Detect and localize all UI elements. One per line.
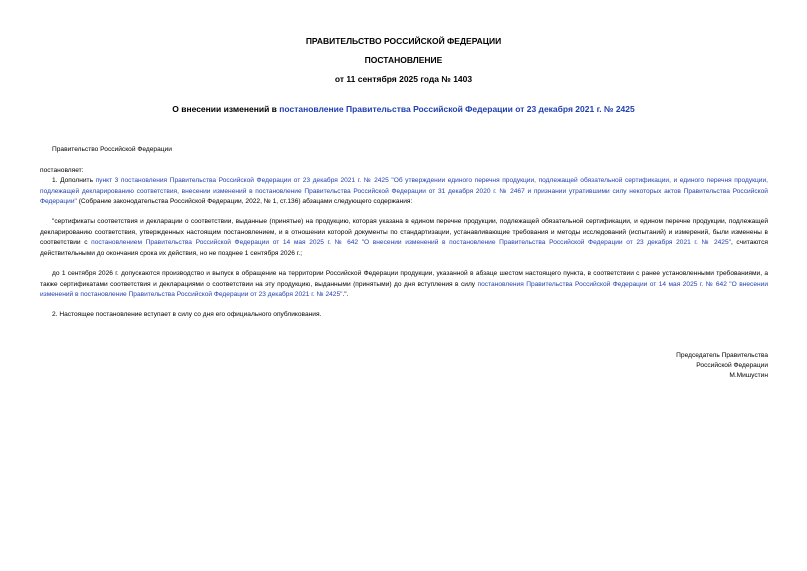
date-number-heading: от 11 сентября 2025 года № 1403 (334, 74, 473, 84)
decrees-text: постановляет: (40, 167, 84, 174)
issuer-text: Правительство Российской Федерации (52, 146, 172, 153)
signature-title-2: Российской Федерации (696, 362, 768, 369)
paragraph-1 (40, 176, 768, 208)
document-title (0, 104, 807, 115)
paragraph-1-link[interactable]: пункт 3 постановления Правительства Российской Федерации от 23 декабря 2021 г. № 2425 "Об утверждении единого перечня продукции, подлежащей обязательной сертификации, и единого перечня продукции, подлежащей декларированию соответствия, внесении изменений в постановление Правительства Российской Федерации от 31 декабря 2020 г. № 2467 и признании утратившими силу некоторых актов Правительства Российской Федерации" (40, 177, 769, 205)
paragraph-2-text-start: "сертификаты соответствия и декларации о соответствии, выданные (принятые) на продукцию, которая указана в едином перечне продукции, подлежащей обязательной сертификации, и едином перечне продукции, подлежащей декларированию соответствия, утвержденных настоящим постановлением, и в отношении которой документы по стандартизации, устанавливающие требования и методы исследований (испытаний) и измерений, были изменены в соответствии с (40, 218, 768, 246)
paragraph-3-text-start: до 1 сентября 2026 г. допускаются производство и выпуск в обращение на территории Российской Федерации продукции, указанной в абзаце шестом настоящего пункта, в соответствии с ранее установленными требованиями, а также сертификатами соответствия и декларациями о соответствии на эту продукцию, выданными (принятыми) до дня вступления в силу (40, 270, 768, 288)
paragraph-3-text-end: .". (342, 291, 349, 298)
paragraph-2-link[interactable]: постановлением Правительства Российской Федерации от 14 мая 2025 г. № 642 "О внесении изменений в постановление Правительства Российской Федерации от 23 декабря 2021 г. № 2425" (91, 239, 731, 246)
signature-title-1: Председатель Правительства (676, 352, 768, 359)
paragraph-3-link[interactable]: постановления Правительства Российской Федерации от 14 мая 2025 г. № 642 "О внесении изменений в постановление Правительства Российской Федерации от 23 декабря 2021 г. № 2425" (40, 280, 769, 298)
government-heading: ПРАВИТЕЛЬСТВО РОССИЙСКОЙ ФЕДЕРАЦИИ (305, 36, 502, 46)
paragraph-4: 2. Настоящее постановление вступает в силу со дня его официального опубликования. (52, 311, 322, 318)
title-link[interactable]: постановление Правительства Российской Федерации от 23 декабря 2021 г. № 2425 (279, 104, 635, 114)
document-type-heading: ПОСТАНОВЛЕНИЕ (364, 55, 443, 65)
paragraph-3 (40, 269, 768, 301)
paragraph-1-lead: 1. Дополнить (52, 177, 96, 184)
title-prefix: О внесении изменений в (172, 104, 280, 114)
signatory-name: М.Мишустин (729, 372, 768, 379)
paragraph-2-text-end: , считаются действительными до окончания срока их действия, но не позднее 1 сентября 2026 г.; (40, 239, 768, 257)
paragraph-2 (40, 217, 768, 259)
paragraph-1-tail: (Собрание законодательства Российской Федерации, 2022, № 1, ст.136) абзацами следующего содержания: (76, 198, 413, 205)
